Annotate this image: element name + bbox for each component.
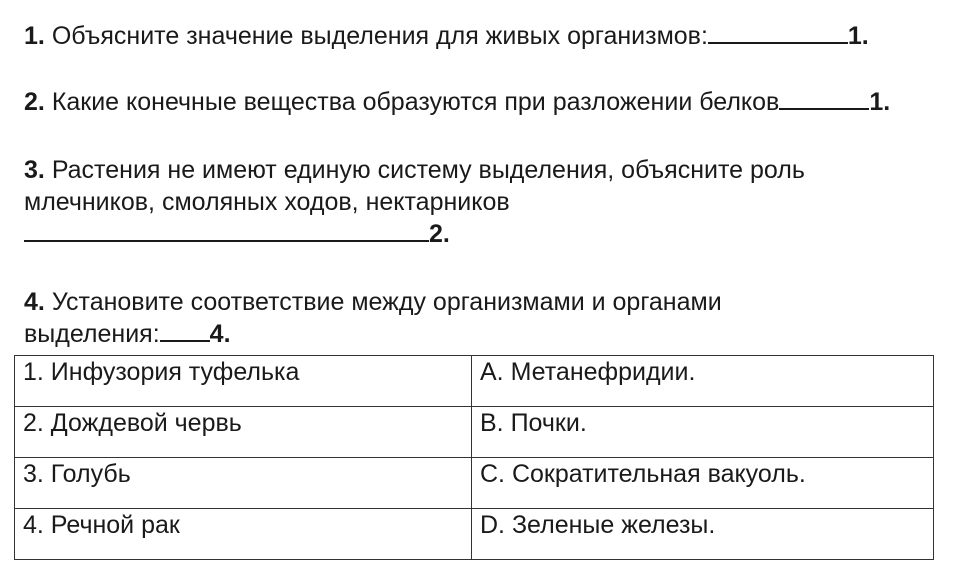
organ-cell: A. Метанефридии. bbox=[472, 356, 934, 407]
table-row bbox=[15, 509, 934, 560]
organ-cell: D. Зеленые железы. bbox=[472, 509, 934, 560]
points-label: 1. bbox=[869, 88, 891, 116]
question-number: 1. bbox=[24, 22, 45, 50]
matching-table bbox=[14, 355, 934, 560]
question-number: 3. bbox=[24, 156, 45, 184]
organ-cell: B. Почки. bbox=[472, 407, 934, 458]
question-text: Какие конечные вещества образуются при разложении белков bbox=[51, 88, 780, 116]
table-row bbox=[15, 458, 934, 509]
question-2 bbox=[24, 86, 890, 118]
table-row bbox=[15, 407, 934, 458]
question-3 bbox=[24, 154, 805, 250]
organism-cell: 1. Инфузория туфелька bbox=[15, 356, 472, 407]
question-1 bbox=[24, 20, 869, 52]
organism-cell: 2. Дождевой червь bbox=[15, 407, 472, 458]
points-label: 4. bbox=[209, 320, 231, 348]
question-text: Объясните значение выделения для живых организмов: bbox=[51, 22, 708, 50]
organism-cell: 3. Голубь bbox=[15, 458, 472, 509]
question-4 bbox=[24, 286, 722, 350]
answer-blank[interactable] bbox=[779, 86, 869, 110]
answer-blank[interactable] bbox=[24, 218, 429, 242]
question-text-line2: выделения: bbox=[24, 320, 160, 348]
question-number: 2. bbox=[24, 88, 45, 116]
question-text-line1: Установите соответствие между организмами и органами bbox=[51, 288, 722, 316]
organism-cell: 4. Речной рак bbox=[15, 509, 472, 560]
question-text-line1: Растения не имеют единую систему выделения, объясните роль bbox=[51, 156, 805, 184]
organ-cell: C. Сократительная вакуоль. bbox=[472, 458, 934, 509]
table-row bbox=[15, 356, 934, 407]
answer-blank[interactable] bbox=[160, 318, 210, 342]
question-number: 4. bbox=[24, 288, 45, 316]
answer-blank[interactable] bbox=[708, 20, 848, 44]
question-text-line2: млечников, смоляных ходов, нектарников bbox=[24, 188, 510, 216]
points-label: 1. bbox=[847, 22, 869, 50]
points-label: 2. bbox=[429, 220, 450, 248]
